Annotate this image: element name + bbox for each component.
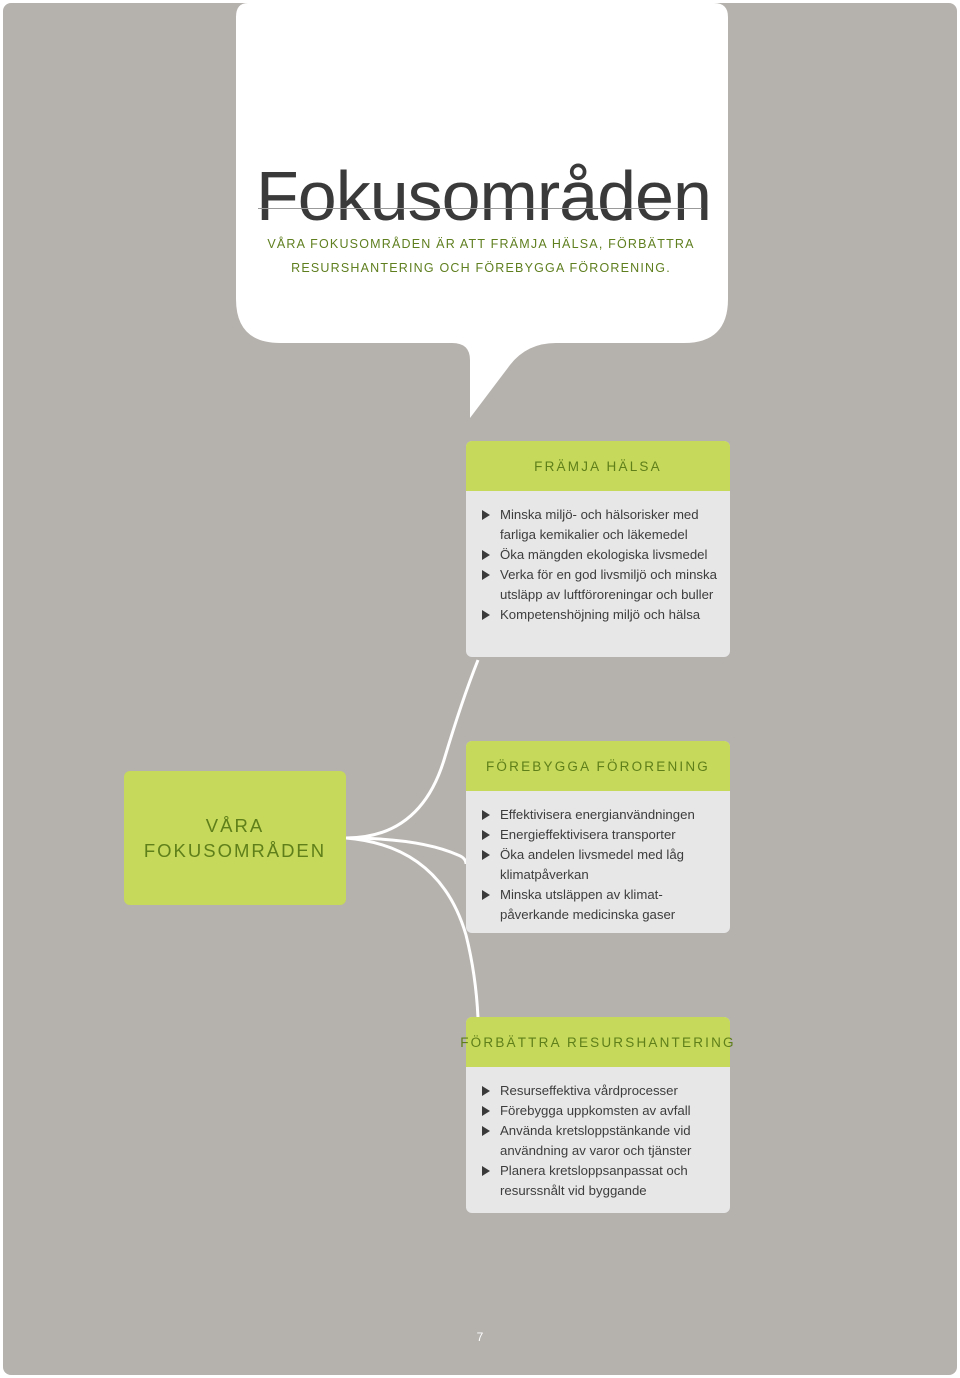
bullet-arrow-icon: [482, 850, 490, 860]
list-item: Planera kretsloppsanpassat och resurssnålt vid byggande: [482, 1161, 720, 1201]
connector-bottom: [346, 838, 478, 1018]
list-item: Resurseffektiva vårdprocesser: [482, 1081, 720, 1101]
bullet-arrow-icon: [482, 1106, 490, 1116]
connector-top: [346, 660, 478, 838]
list-item: Öka andelen livsmedel med låg klimatpåverkan: [482, 845, 720, 885]
card-list: [466, 1067, 730, 1213]
list-item: Minska miljö- och hälsorisker med farliga kemikalier och läkemedel: [482, 505, 720, 545]
center-line-2: FOKUSOMRÅDEN: [143, 840, 327, 861]
bullet-arrow-icon: [482, 810, 490, 820]
card-forebygga-fororening: [466, 741, 730, 933]
list-item: Minska utsläppen av klimat-påverkande medicinska gaser: [482, 885, 720, 925]
bullet-arrow-icon: [482, 550, 490, 560]
page-number: 7: [476, 1330, 484, 1344]
intro-line-2: RESURSHANTERING OCH FÖREBYGGA FÖRORENING.: [291, 261, 671, 275]
bullet-arrow-icon: [482, 570, 490, 580]
intro-line-1: VÅRA FOKUSOMRÅDEN ÄR ATT FRÄMJA HÄLSA, FÖRBÄTTRA: [267, 237, 695, 251]
list-item: Effektivisera energianvändningen: [482, 805, 720, 825]
bullet-arrow-icon: [482, 610, 490, 620]
list-item: Energieffektivisera transporter: [482, 825, 720, 845]
card-list: [466, 491, 730, 637]
bullet-arrow-icon: [482, 510, 490, 520]
card-list: [466, 791, 730, 937]
card-heading: FRÄMJA HÄLSA: [466, 441, 730, 491]
center-node: [124, 771, 346, 905]
list-item: Förebygga uppkomsten av avfall: [482, 1101, 720, 1121]
list-item: Öka mängden ekologiska livsmedel: [482, 545, 720, 565]
bullet-arrow-icon: [482, 1086, 490, 1096]
center-line-1: VÅRA: [205, 815, 265, 836]
list-item: Kompetenshöjning miljö och hälsa: [482, 605, 720, 625]
bullet-arrow-icon: [482, 1166, 490, 1176]
bullet-arrow-icon: [482, 1126, 490, 1136]
bullet-arrow-icon: [482, 890, 490, 900]
card-heading: FÖRBÄTTRA RESURSHANTERING: [466, 1017, 730, 1067]
page-title: Fokusområden: [256, 156, 711, 235]
card-framja-halsa: [466, 441, 730, 657]
list-item: Verka för en god livsmiljö och minska utsläpp av luftföroreningar och buller: [482, 565, 720, 605]
bullet-arrow-icon: [482, 830, 490, 840]
list-item: Använda kretsloppstänkande vid användning av varor och tjänster: [482, 1121, 720, 1161]
card-heading: FÖREBYGGA FÖRORENING: [466, 741, 730, 791]
card-forbattra-resurshantering: [460, 1017, 736, 1213]
